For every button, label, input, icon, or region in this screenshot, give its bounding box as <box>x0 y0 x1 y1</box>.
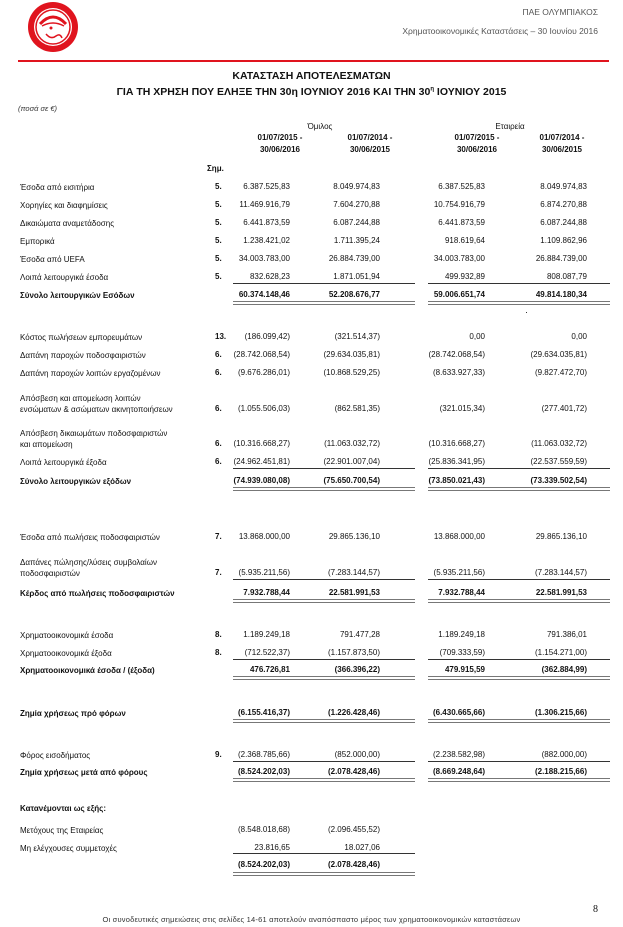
stray-mark <box>526 312 527 313</box>
value-cell: (7.283.144,57) <box>327 568 380 577</box>
value-cell: 7.932.788,44 <box>243 588 290 597</box>
value-cell: (29.634.035,81) <box>530 350 587 359</box>
value-cell: (2.078.428,46) <box>327 767 380 776</box>
row-label: Κόστος πωλήσεων εμπορευμάτων <box>20 333 143 342</box>
row-label: Χρηματοοικονομικά έξοδα <box>20 649 112 658</box>
statement-title: ΚΑΤΑΣΤΑΣΗ ΑΠΟΤΕΛΕΣΜΑΤΩΝ <box>232 70 391 82</box>
row-label: Ζημία χρήσεως πρό φόρων <box>20 709 126 718</box>
value-cell: (362.884,99) <box>541 665 587 674</box>
value-cell: (2.368.785,66) <box>237 750 290 759</box>
note-ref: 5. <box>215 182 222 191</box>
value-cell: 52.208.676,77 <box>328 290 380 299</box>
row-label: Χρηματοοικονομικά έσοδα / (έξοδα) <box>20 666 155 675</box>
value-cell: (321.514,37) <box>334 332 380 341</box>
note-ref: 13. <box>215 332 227 341</box>
value-cell: (1.055.506,03) <box>237 404 290 413</box>
value-cell: (73.339.502,54) <box>530 476 587 485</box>
note-ref: 6. <box>215 439 222 448</box>
value-cell: (852.000,00) <box>334 750 380 759</box>
value-cell: (11.063.032,72) <box>324 439 380 448</box>
value-cell: (10.316.668,27) <box>233 439 290 448</box>
value-cell: 476.726,81 <box>249 665 290 674</box>
value-cell: (6.155.416,37) <box>237 708 290 717</box>
note-ref: 6. <box>215 404 222 413</box>
value-cell: 1.238.421,02 <box>243 236 290 245</box>
value-cell: 10.754.916,79 <box>433 200 485 209</box>
value-cell: 1.189.249,18 <box>438 630 485 639</box>
note-ref: 5. <box>215 272 222 281</box>
value-cell: (1.306.215,66) <box>534 708 587 717</box>
value-cell: 29.865.136,10 <box>535 532 587 541</box>
value-cell: 918.619,64 <box>444 236 485 245</box>
note-ref: 9. <box>215 750 222 759</box>
value-cell: 22.581.991,53 <box>328 588 380 597</box>
value-cell: (186.099,42) <box>244 332 290 341</box>
value-cell: (1.226.428,46) <box>327 708 380 717</box>
note-ref: 5. <box>215 236 222 245</box>
row-label: Έσοδα από UEFA <box>20 255 85 264</box>
note-ref: 7. <box>215 568 222 577</box>
row-label: Σύνολο λειτουργικών εξόδων <box>20 477 132 486</box>
document-subtitle: Χρηματοοικονομικές Καταστάσεις – 30 Ιουνίου 2016 <box>402 26 598 36</box>
footer-note: Οι συνοδευτικές σημειώσεις στις σελίδες 14-61 αποτελούν αναπόσπαστο μέρος των χρηματοοικονομικών καταστάσεων <box>102 915 521 924</box>
value-cell: 13.868.000,00 <box>433 532 485 541</box>
note-ref: 8. <box>215 630 222 639</box>
note-ref: 8. <box>215 648 222 657</box>
note-ref: 5. <box>215 218 222 227</box>
value-cell: 22.581.991,53 <box>535 588 587 597</box>
value-cell: 34.003.783,00 <box>433 254 485 263</box>
row-label: Δαπάνη παροχών ποδοσφαιριστών <box>20 351 146 360</box>
row-label: Φόρος εισοδήματος <box>20 751 91 760</box>
note-ref: 7. <box>215 532 222 541</box>
currency-units-note: (ποσά σε €) <box>18 104 58 113</box>
value-cell: (28.742.068,54) <box>428 350 485 359</box>
row-label: Έσοδα από εισιτήρια <box>20 183 95 192</box>
value-cell: 11.469.916,79 <box>239 200 290 209</box>
row-label: Ζημία χρήσεως μετά από φόρους <box>20 768 148 777</box>
value-cell: 499.932,89 <box>444 272 485 281</box>
value-cell: 6.387.525,83 <box>438 182 485 191</box>
value-cell: (366.396,22) <box>334 665 380 674</box>
group-column-header: Όμιλος <box>307 122 333 131</box>
value-cell: 49.814.180,34 <box>535 290 587 299</box>
value-cell: (2.188.215,66) <box>534 767 587 776</box>
value-cell: (862.581,35) <box>334 404 380 413</box>
value-cell: (74.939.080,08) <box>233 476 290 485</box>
value-cell: (73.850.021,43) <box>428 476 485 485</box>
value-cell: 1.189.249,18 <box>243 630 290 639</box>
value-cell: (8.669.248,64) <box>432 767 485 776</box>
value-cell: (24.962.451,81) <box>233 457 290 466</box>
value-cell: 34.003.783,00 <box>238 254 290 263</box>
row-label: Έσοδα από πωλήσεις ποδοσφαιριστών <box>20 533 160 542</box>
page-number: 8 <box>593 904 598 915</box>
value-cell: 8.049.974,83 <box>540 182 587 191</box>
value-cell: (22.537.559,59) <box>530 457 587 466</box>
value-cell: (22.901.007,04) <box>323 457 380 466</box>
note-ref: 5. <box>215 200 222 209</box>
value-cell: 791.477,28 <box>339 630 380 639</box>
value-cell: 808.087,79 <box>546 272 587 281</box>
value-cell: (28.742.068,54) <box>233 350 290 359</box>
value-cell: (11.063.032,72) <box>531 439 587 448</box>
note-ref: 6. <box>215 350 222 359</box>
value-cell: 60.374.148,46 <box>238 290 290 299</box>
statement-period-title: ΓΙΑ ΤΗ ΧΡΗΣΗ ΠΟΥ ΕΛΗΞΕ ΤΗΝ 30η ΙΟΥΝΙΟΥ 2016 ΚΑΙ ΤΗΝ $30^\eta$ ΙΟΥΝΙΟΥ 2015 <box>116 86 507 98</box>
value-cell: (277.401,72) <box>541 404 587 413</box>
value-cell: 26.884.739,00 <box>535 254 587 263</box>
value-cell: (5.935.211,56) <box>433 568 485 577</box>
value-cell: (10.316.668,27) <box>428 439 485 448</box>
note-column-header: Σημ. <box>207 164 224 173</box>
value-cell: 6.087.244,88 <box>333 218 380 227</box>
period-header-4: 01/07/2014 - 30/06/2015 <box>539 133 585 154</box>
value-cell: 13.868.000,00 <box>238 532 290 541</box>
note-ref: 5. <box>215 254 222 263</box>
value-cell: 791.386,01 <box>546 630 587 639</box>
value-cell: (8.524.202,03) <box>237 767 290 776</box>
value-cell: (75.650.700,54) <box>323 476 380 485</box>
value-cell: 6.441.873,59 <box>243 218 290 227</box>
row-label: Χρηματοοικονομικά έσοδα <box>20 631 114 640</box>
value-cell: 6.874.270,88 <box>540 200 587 209</box>
value-cell: (6.430.665,66) <box>432 708 485 717</box>
value-cell: 6.441.873,59 <box>438 218 485 227</box>
value-cell: (1.157.873,50) <box>327 648 380 657</box>
value-cell: 6.387.525,83 <box>243 182 290 191</box>
row-label: Λοιπά λειτουργικά έσοδα <box>20 273 109 282</box>
row-label: Σύνολο λειτουργικών Εσόδων <box>20 291 135 300</box>
row-label: Κέρδος από πωλήσεις ποδοσφαιριστών <box>20 589 175 598</box>
value-cell: 1.711.395,24 <box>333 236 380 245</box>
value-cell: 59.006.651,74 <box>433 290 485 299</box>
period-header-3: 01/07/2015 - 30/06/2016 <box>454 133 500 154</box>
value-cell: 0,00 <box>571 332 587 341</box>
row-label: Λοιπά λειτουργικά έξοδα <box>20 458 107 467</box>
header-divider <box>18 60 609 62</box>
olympiacos-crest-icon <box>26 0 80 54</box>
value-cell: (10.868.529,25) <box>323 368 380 377</box>
value-cell: (8.633.927,33) <box>432 368 485 377</box>
value-cell: 1.109.862,96 <box>540 236 587 245</box>
value-cell: 26.884.739,00 <box>328 254 380 263</box>
row-label: Δικαιώματα αναμετάδοσης <box>20 219 115 228</box>
value-cell: (2.238.582,98) <box>432 750 485 759</box>
note-ref: 6. <box>215 368 222 377</box>
value-cell: (321.015,34) <box>439 404 485 413</box>
value-cell: 1.871.051,94 <box>333 272 380 281</box>
note-ref: 6. <box>215 457 222 466</box>
row-label: Δαπάνες πώλησης/λύσεις συμβολαίων ποδοσφαιριστών <box>20 558 157 578</box>
company-name: ΠΑΕ ΟΛΥΜΠΙΑΚΟΣ <box>522 7 598 17</box>
value-cell: 8.049.974,83 <box>333 182 380 191</box>
row-label: Δαπάνη παροχών λοιπών εργαζομένων <box>20 369 161 378</box>
value-cell: (712.522,37) <box>244 648 290 657</box>
value-cell: (882.000,00) <box>541 750 587 759</box>
value-cell: 7.932.788,44 <box>438 588 485 597</box>
value-cell: (1.154.271,00) <box>534 648 587 657</box>
value-cell: (29.634.035,81) <box>323 350 380 359</box>
row-label: Χορηγίες και διαφημίσεις <box>20 201 108 210</box>
value-cell: 7.604.270,88 <box>333 200 380 209</box>
value-cell: (25.836.341,95) <box>428 457 485 466</box>
period-header-2: 01/07/2014 - 30/06/2015 <box>347 133 393 154</box>
row-label: Εμπορικά <box>20 237 55 246</box>
value-cell: (9.827.472,70) <box>534 368 587 377</box>
value-cell: (9.676.286,01) <box>237 368 290 377</box>
value-cell: 6.087.244,88 <box>540 218 587 227</box>
value-cell: 0,00 <box>469 332 485 341</box>
value-cell: (7.283.144,57) <box>534 568 587 577</box>
value-cell: 479.915,59 <box>444 665 485 674</box>
company-column-header: Εταιρεία <box>495 122 525 131</box>
row-label: Απόσβεση και απομείωση λοιπών ενσώματων & ασώματων ακινητοποιήσεων <box>20 394 173 414</box>
row-label: Απόσβεση δικαιωμάτων ποδοσφαιριστών και απομείωση <box>20 429 168 449</box>
value-cell: 29.865.136,10 <box>328 532 380 541</box>
value-cell: 832.628,23 <box>249 272 290 281</box>
value-cell: (5.935.211,56) <box>238 568 290 577</box>
period-header-1: 01/07/2015 - 30/06/2016 <box>257 133 303 154</box>
value-cell: (709.333,59) <box>439 648 485 657</box>
